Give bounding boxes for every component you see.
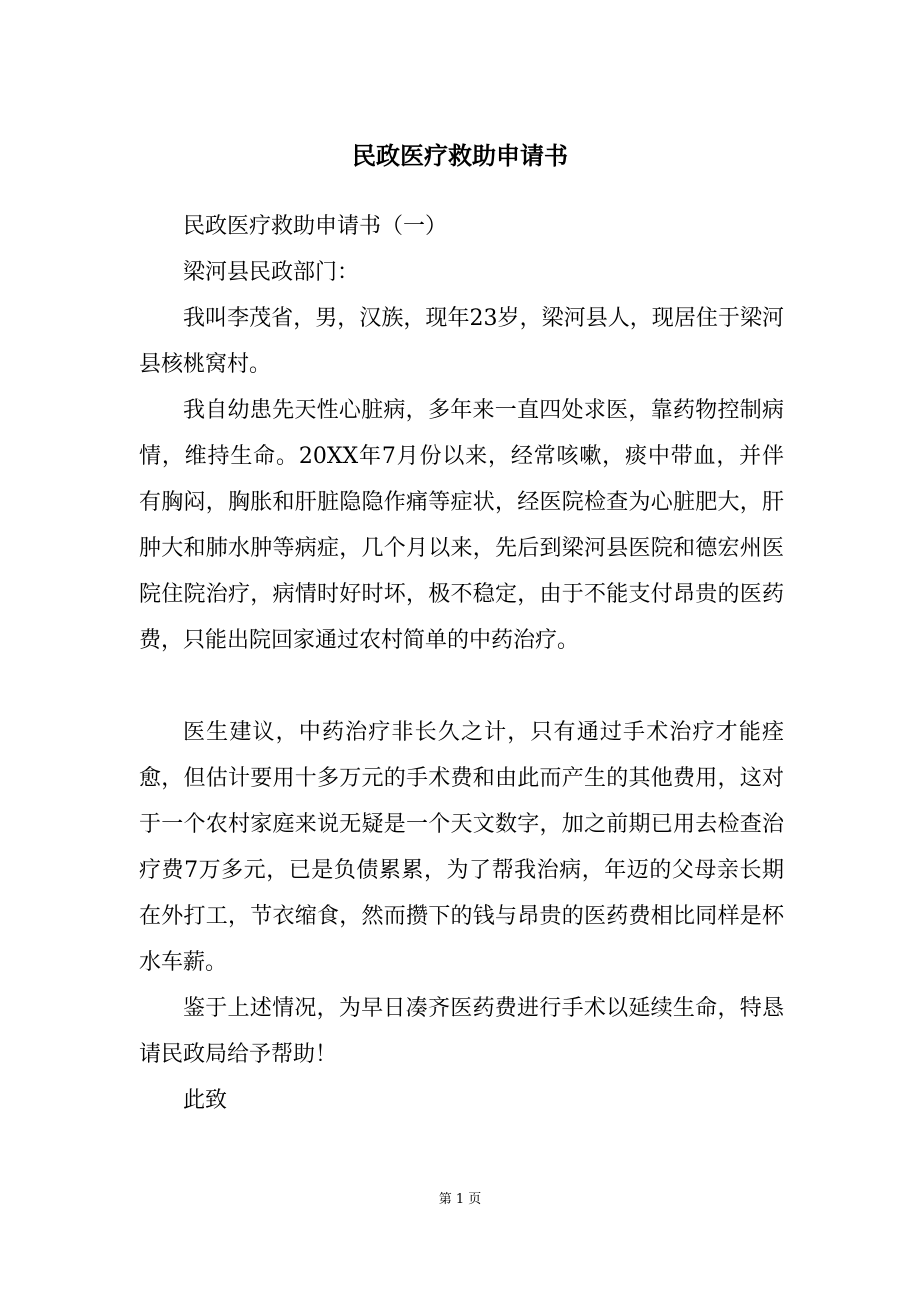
document-body — [139, 204, 784, 1124]
salutation-paragraph: 梁河县民政部门： — [183, 260, 360, 285]
document-title: 民政医疗救助申请书 — [352, 142, 568, 170]
page-number: 第 1 页 — [438, 1192, 482, 1207]
request-paragraph: 鉴于上述情况，为早日凑齐医药费进行手术以延续生命，特恳请民政局给予帮助！ — [139, 996, 784, 1067]
closing-paragraph: 此致 — [183, 1088, 228, 1113]
medical-history-paragraph: 我自幼患先天性心脏病，多年来一直四处求医，靠药物控制病情，维持生命。20XX年7月份以来，经常咳嗽，痰中带血，并伴有胸闷，胸胀和肝脏隐隐作痛等症状，经医院检查为心脏肥大，肝肿大和肺水肿等病症，几个月以来，先后到梁河县医院和德宏州医院住院治疗，病情时好时坏，极不稳定，由于不能支付昂贵的医药费，只能出院回家通过农村简单的中药治疗。 — [139, 398, 784, 653]
subtitle-paragraph: 民政医疗救助申请书（一） — [183, 214, 448, 239]
doctor-advice-paragraph: 医生建议，中药治疗非长久之计，只有通过手术治疗才能痊愈，但估计要用十多万元的手术费和由此而产生的其他费用，这对于一个农村家庭来说无疑是一个天文数字，加之前期已用去检查治疗费7万多元，已是负债累累，为了帮我治病，年迈的父母亲长期在外打工，节衣缩食，然而攒下的钱与昂贵的医药费相比同样是杯水车薪。 — [139, 720, 784, 975]
applicant-intro-paragraph: 我叫李茂省，男，汉族，现年23岁，梁河县人，现居住于梁河县核桃窝村。 — [139, 306, 784, 377]
